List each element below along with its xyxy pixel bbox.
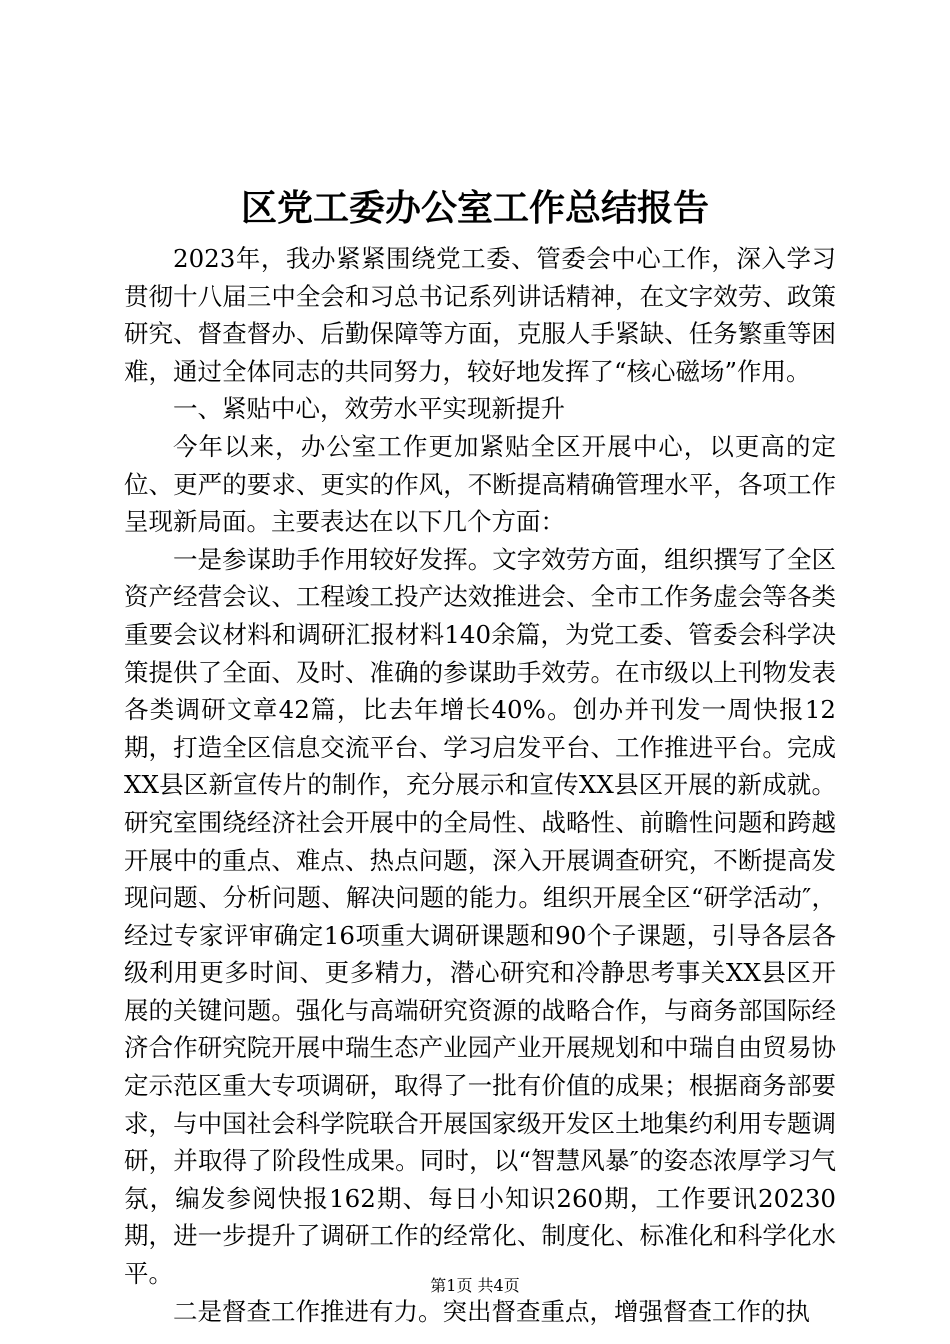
section-heading-1: 一、紧贴中心，效劳水平实现新提升 — [173, 394, 565, 424]
paragraph-supervision: 二是督查工作推进有力。突出督查重点，增强督查工作的执 — [173, 1296, 810, 1326]
paragraph-overview: 今年以来，办公室工作更加紧贴全区开展中心，以更高的定位、更严的要求、更实的作风，不断提高精确管理水平，各项工作呈现新局面。主要表达在以下几个方面： — [124, 431, 836, 537]
document-body — [124, 240, 836, 1330]
paragraph-intro: 2023年，我办紧紧围绕党工委、管委会中心工作，深入学习贯彻十八届三中全会和习总书记系列讲话精神，在文字效劳、政策研究、督查督办、后勤保障等方面，克服人手紧缺、任务繁重等困难，通过全体同志的共同努力，较好地发挥了“核心磁场”作用。 — [124, 244, 836, 386]
page-footer: 第1页 共4页 — [430, 1276, 520, 1295]
document-title: 区党工委办公室工作总结报告 — [240, 187, 709, 229]
paragraph-advisory-role: 一是参谋助手作用较好发挥。文字效劳方面，组织撰写了全区资产经营会议、工程竣工投产达效推进会、全市工作务虚会等各类重要会议材料和调研汇报材料140余篇，为党工委、管委会科学决策提供了全面、及时、准确的参谋助手效劳。在市级以上刊物发表各类调研文章42篇，比去年增长40%。创办并刊发一周快报12期，打造全区信息交流平台、学习启发平台、工作推进平台。完成XX县区新宣传片的制作，充分展示和宣传XX县区开展的新成就。研究室围绕经济社会开展中的全局性、战略性、前瞻性问题和跨越开展中的重点、难点、热点问题，深入开展调查研究，不断提高发现问题、分析问题、解决问题的能力。组织开展全区“研学活动″，经过专家评审确定16项重大调研课题和90个子课题，引导各层各级利用更多时间、更多精力，潜心研究和冷静思考事关XX县区开展的关键问题。强化与高端研究资源的战略合作，与商务部国际经济合作研究院开展中瑞生态产业园产业开展规划和中瑞自由贸易协定示范区重大专项调研，取得了一批有价值的成果；根据商务部要求，与中国社会科学院联合开展国家级开发区土地集约利用专题调研，并取得了阶段性成果。同时，以“智慧风暴″的姿态浓厚学习气氛，编发参阅快报162期、每日小知识260期，工作要讯20230期，进一步提升了调研工作的经常化、制度化、标准化和科学化水平。 — [124, 544, 836, 1289]
